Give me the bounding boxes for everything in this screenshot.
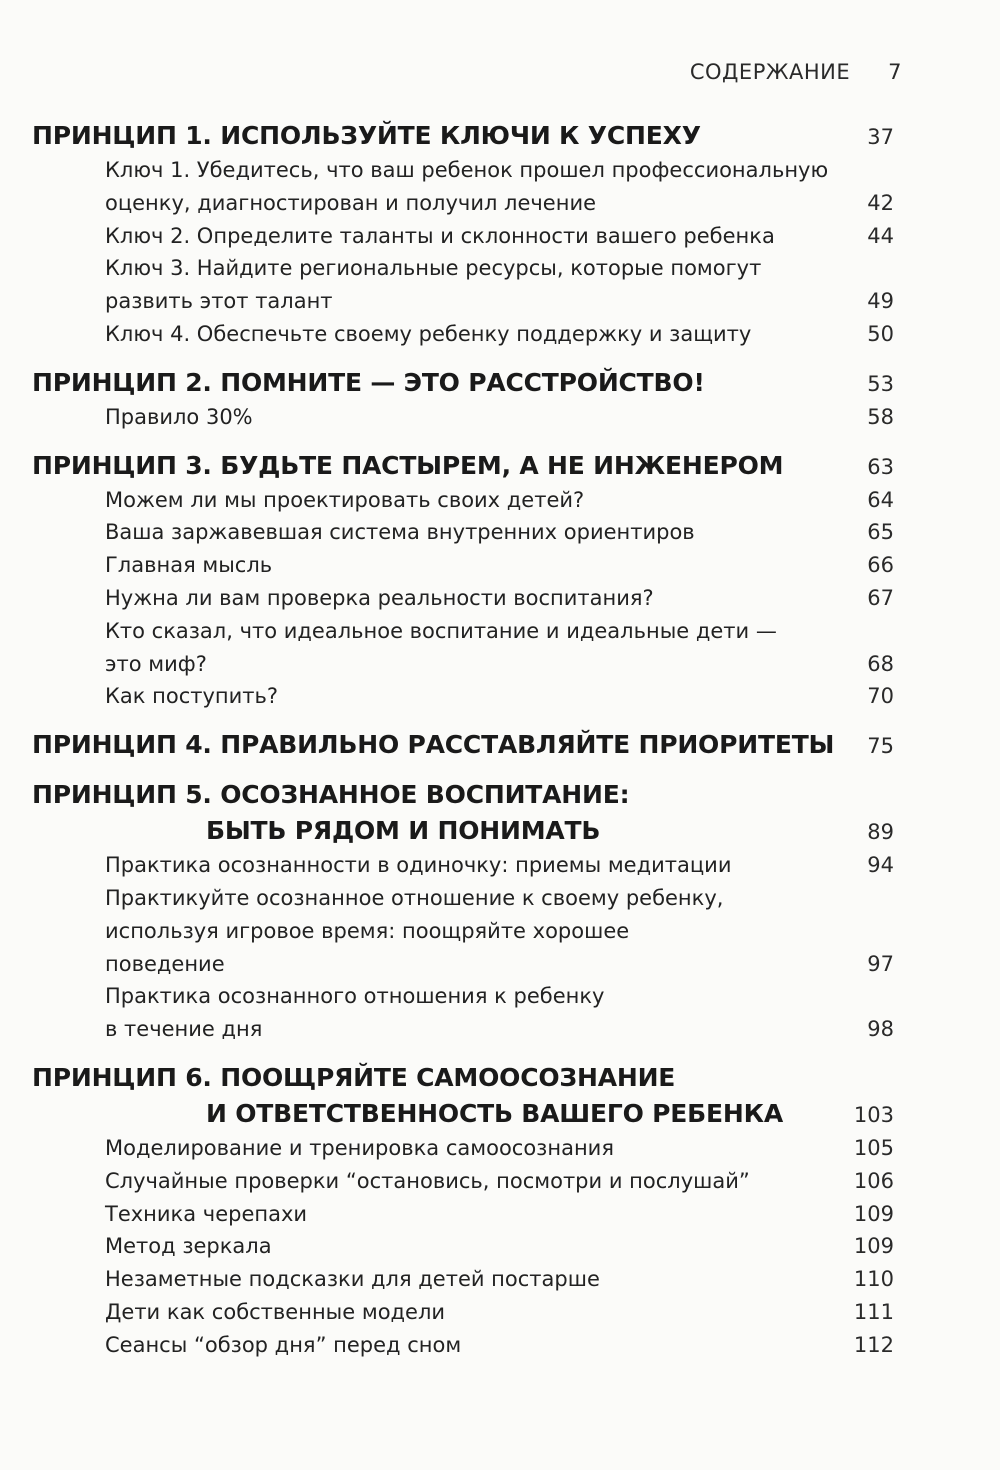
entry-title [105,252,761,318]
entry-title [105,882,723,980]
chapter-title [32,118,701,154]
entry-title [105,549,272,582]
entry-title-line: Практика осознанного отношения к ребенку [105,984,605,1009]
entry-page-number: 42 [867,190,894,215]
entry-title [105,680,278,713]
entry-title-line: Ключ 2. Определите таланты и склонности вашего ребенка [105,223,775,248]
chapter-page-number: 63 [867,454,894,479]
chapter-title-line: ПРИНЦИП 2. ПОМНИТЕ — ЭТО РАССТРОЙСТВО! [32,367,705,397]
chapter-heading-row [32,118,894,154]
entry-page-number: 49 [867,289,894,314]
chapter-title-line: ПРИНЦИП 6. ПООЩРЯЙТЕ САМООСОЗНАНИЕ [32,1062,676,1092]
entry-title-line: Ключ 1. Убедитесь, что ваш ребенок прошел профессиональную [105,158,829,182]
entry-title [105,220,775,253]
entry-title-line: Ваша заржавевшая система внутренних ориентиров [105,520,695,545]
entry-title-line: Как поступить? [105,684,279,709]
entry-title-line: Дети как собственные модели [105,1299,446,1324]
entry-title-line: Правило 30% [105,404,253,429]
entry-page-number: 50 [867,321,894,346]
toc-entry [32,252,894,318]
entry-title [105,401,253,434]
chapter-title-line: ПРИНЦИП 5. ОСОЗНАННОЕ ВОСПИТАНИЕ: [32,780,630,810]
entry-title-line: Незаметные подсказки для детей постарше [105,1267,600,1292]
entry-title-line: используя игровое время: поощряйте хорошее [105,918,630,943]
section-title: СОДЕРЖАНИЕ [689,60,851,84]
entry-title [105,516,695,549]
chapter-title [32,365,705,401]
toc-chapter [32,777,894,1046]
toc-entry [32,1230,894,1263]
toc-entry [32,1263,894,1296]
entry-title [105,154,828,220]
chapter-heading-row [32,1060,894,1132]
entry-title [105,318,751,351]
toc-chapter [32,365,894,434]
chapter-title-line: ПРИНЦИП 4. ПРАВИЛЬНО РАССТАВЛЯЙТЕ ПРИОРИТЕТЫ [32,730,835,760]
entry-page-number: 98 [867,1017,894,1042]
entry-page-number: 94 [867,853,894,878]
chapter-page-number: 75 [867,734,894,759]
entry-title [105,1263,600,1296]
entry-page-number: 112 [853,1332,894,1357]
toc-entry [32,1132,894,1165]
chapter-title [32,727,834,763]
entry-title [105,1198,307,1231]
entry-title-line: Можем ли мы проектировать своих детей? [105,487,585,512]
toc-chapter [32,118,894,351]
toc-entry [32,549,894,582]
entry-title [105,1296,445,1329]
chapter-title-line: ПРИНЦИП 3. БУДЬТЕ ПАСТЫРЕМ, А НЕ ИНЖЕНЕРОМ [32,450,784,480]
toc-chapter [32,727,894,763]
entry-page-number: 58 [867,404,894,429]
entry-title-line: Метод зеркала [105,1234,272,1259]
entry-page-number: 109 [853,1234,894,1259]
toc-entry [32,1165,894,1198]
toc-chapter [32,448,894,714]
toc-entry [32,680,894,713]
toc-chapter [32,1060,894,1362]
chapter-title [32,1060,783,1132]
toc-entry [32,516,894,549]
chapter-heading-row [32,365,894,401]
chapter-page-number: 37 [867,125,894,149]
toc-entry [32,1329,894,1362]
entry-title-line: Практика осознанности в одиночку: приемы медитации [105,853,732,878]
chapter-page-number: 89 [867,820,894,845]
entry-title-line: Ключ 3. Найдите региональные ресурсы, которые помогут [105,256,762,281]
toc-entry [32,154,894,220]
toc-entry [32,220,894,253]
entry-title [105,1329,461,1362]
entry-title-line: развить этот талант [105,289,333,314]
toc-entry [32,849,894,882]
entry-page-number: 65 [867,520,894,545]
toc-entry [32,980,894,1046]
chapter-heading-row [32,727,894,763]
toc-entry [32,882,894,980]
chapter-title-line: ПРИНЦИП 1. ИСПОЛЬЗУЙТЕ КЛЮЧИ К УСПЕХУ [32,121,701,150]
entry-title [105,615,777,681]
entry-title [105,980,604,1046]
entry-title-line: в течение дня [105,1017,263,1042]
chapter-title [32,448,783,484]
entry-title-line: оценку, диагностирован и получил лечение [105,190,597,215]
entry-page-number: 67 [867,585,894,610]
entry-page-number: 70 [867,684,894,709]
page-number: 7 [888,60,902,84]
entry-title [105,484,584,517]
entry-page-number: 105 [853,1135,894,1160]
toc-entry [32,1296,894,1329]
chapter-title-line: БЫТЬ РЯДОМ И ПОНИМАТЬ [206,816,601,846]
entry-page-number: 66 [867,553,894,578]
entry-page-number: 111 [853,1299,894,1324]
entry-page-number: 109 [853,1201,894,1226]
chapter-title-line: И ОТВЕТСТВЕННОСТЬ ВАШЕГО РЕБЕНКА [206,1098,783,1128]
entry-title [105,1230,272,1263]
entry-title [105,1132,614,1165]
entry-title-line: поведение [105,951,225,976]
entry-title [105,582,654,615]
chapter-heading-row [32,777,894,849]
entry-page-number: 110 [853,1267,894,1292]
chapter-page-number: 103 [853,1102,894,1127]
table-of-contents [32,118,894,1376]
toc-entry [32,484,894,517]
entry-title-line: Нужна ли вам проверка реальности воспитания? [105,585,654,610]
entry-title-line: Практикуйте осознанное отношение к своему ребенку, [105,885,724,910]
entry-title-line: Кто сказал, что идеальное воспитание и идеальные дети — [105,618,777,643]
entry-title [105,1165,750,1198]
toc-entry [32,318,894,351]
entry-title-line: Случайные проверки “остановись, посмотри и послушай” [105,1168,750,1193]
toc-entry [32,615,894,681]
toc-entry [32,1198,894,1231]
running-header [690,60,902,84]
entry-page-number: 44 [867,223,894,248]
entry-title-line: это миф? [105,651,207,676]
chapter-page-number: 53 [867,371,894,396]
chapter-title [32,777,629,849]
entry-title [105,849,731,882]
entry-title-line: Сеансы “обзор дня” перед сном [105,1332,462,1357]
entry-page-number: 106 [853,1168,894,1193]
entry-title-line: Техника черепахи [105,1201,308,1226]
toc-entry [32,582,894,615]
entry-page-number: 64 [867,487,894,512]
entry-page-number: 97 [867,951,894,976]
entry-title-line: Моделирование и тренировка самоосознания [105,1135,614,1160]
toc-entry [32,401,894,434]
entry-title-line: Ключ 4. Обеспечьте своему ребенку поддержку и защиту [105,321,752,346]
chapter-heading-row [32,448,894,484]
entry-title-line: Главная мысль [105,553,273,578]
entry-page-number: 68 [867,651,894,676]
